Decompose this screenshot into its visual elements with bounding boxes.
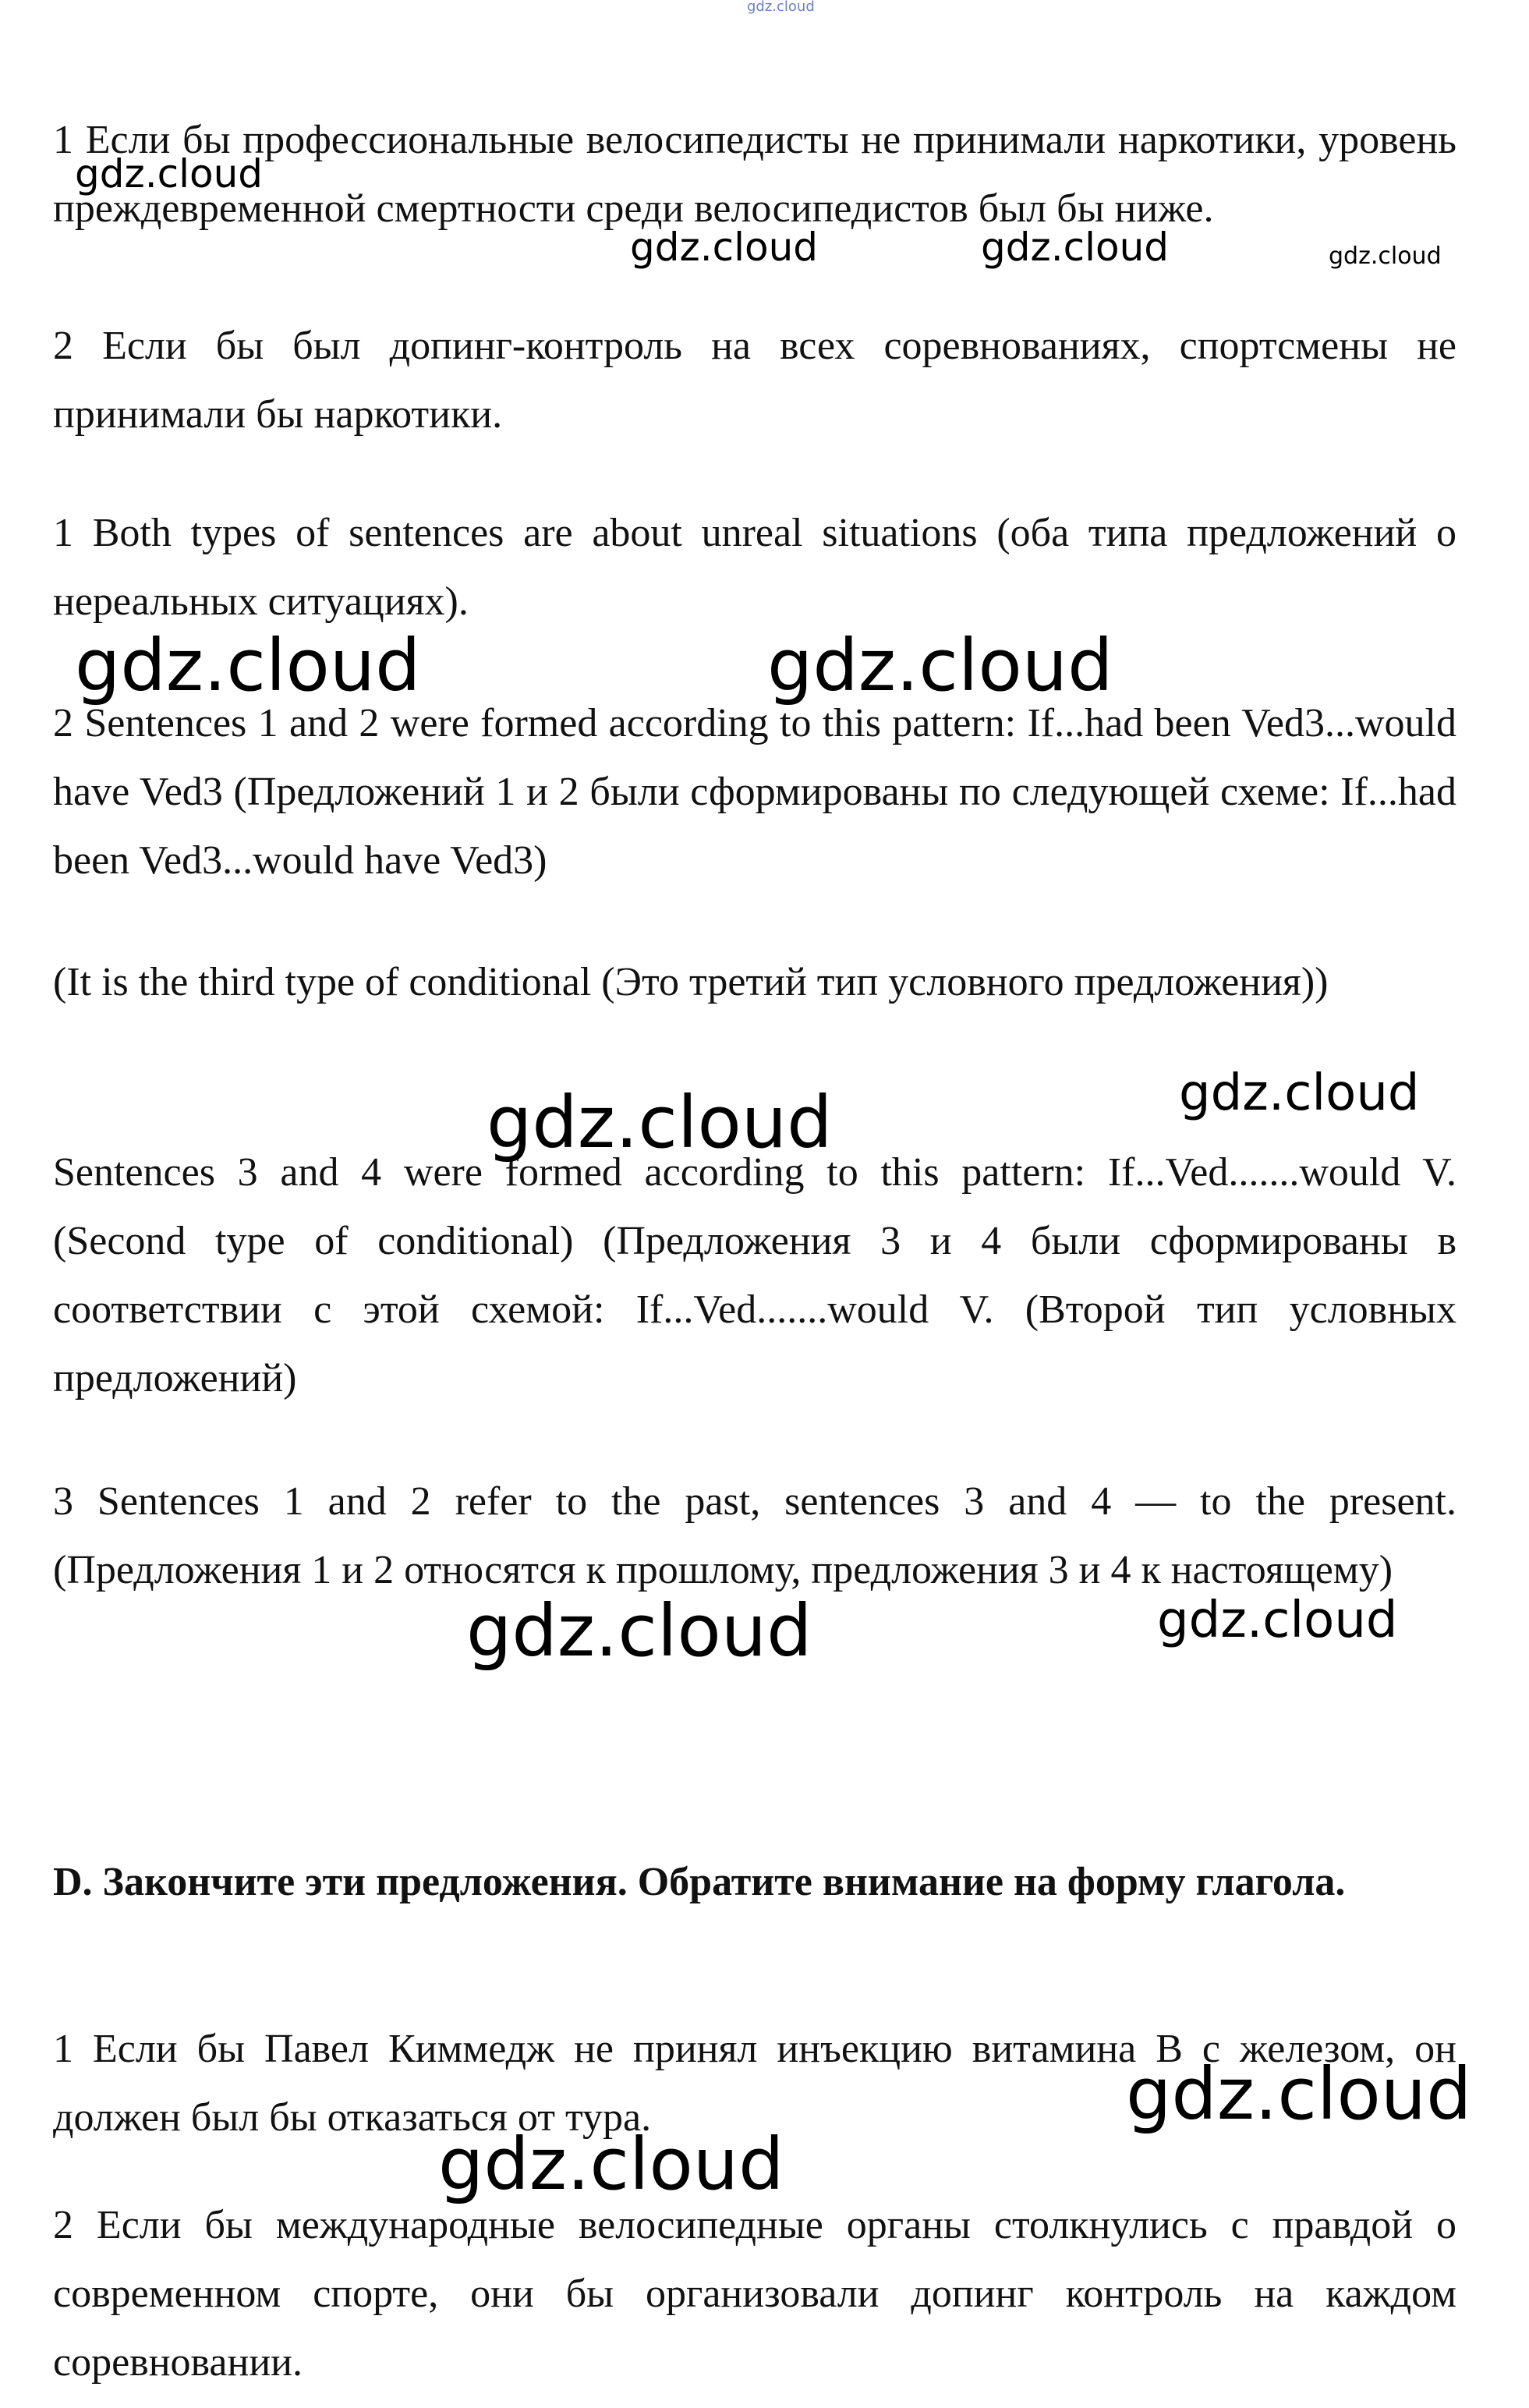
paragraph-5: (It is the third type of conditional (Это третий тип условного предложения)) [53, 960, 1329, 1004]
watermark: gdz.cloud [487, 1081, 833, 1164]
watermark: gdz.cloud [466, 1589, 812, 1673]
watermark: gdz.cloud [767, 624, 1113, 707]
paragraph-6: Sentences 3 and 4 were formed according to this pattern: If...Ved.......would V. (Second type of conditional) (Предложения 3 и 4 были сформированы в соответствии с этой схемой: If...Ved.......would V. (Второй тип условных предложений) [53, 1150, 1456, 1401]
paragraph-4: 2 Sentences 1 and 2 were formed according to this pattern: If...had been Ved3...would have Ved3 (Предложений 1 и 2 были сформированы по следующей схеме: If...had been Ved3...would have Ved3) [53, 701, 1456, 883]
paragraph-7: 3 Sentences 1 and 2 refer to the past, sentences 3 and 4 — to the present. (Предложения 1 и 2 относятся к прошлому, предложения 3 и 4 к настоящему) [53, 1479, 1456, 1592]
paragraph-1: 1 Если бы профессиональные велосипедисты не принимали наркотики, уровень преждевременной смертности среди велосипедистов был бы ниже. [53, 118, 1456, 231]
watermark: gdz.cloud [1329, 243, 1442, 270]
watermark: gdz.cloud [75, 151, 264, 197]
section-heading-d: D. Закончите эти предложения. Обратите внимание на форму глагола. [53, 1860, 1346, 1904]
paragraph-10: 2 Если бы международные велосипедные органы столкнулись с правдой о современном спорте, они бы организовали допинг контроль на каждом соревновании. [53, 2203, 1456, 2385]
watermark: gdz.cloud [1157, 1592, 1398, 1649]
watermark: gdz.cloud [630, 225, 819, 270]
paragraph-9: 1 Если бы Павел Киммедж не принял инъекцию витамина В с железом, он должен был бы отказаться от тура. [53, 2027, 1456, 2140]
watermark: gdz.cloud [75, 624, 421, 707]
watermark: gdz.cloud [981, 225, 1170, 270]
watermark: gdz.cloud [438, 2123, 784, 2206]
watermark: gdz.cloud [1126, 2052, 1472, 2136]
watermark: gdz.cloud [1179, 1064, 1420, 1122]
paragraph-2: 2 Если бы был допинг-контроль на всех соревнованиях, спортсмены не принимали бы наркотики. [53, 324, 1456, 437]
paragraph-3: 1 Both types of sentences are about unreal situations (оба типа предложений о нереальных ситуациях). [53, 511, 1456, 624]
watermark-top: gdz.cloud [747, 0, 815, 15]
